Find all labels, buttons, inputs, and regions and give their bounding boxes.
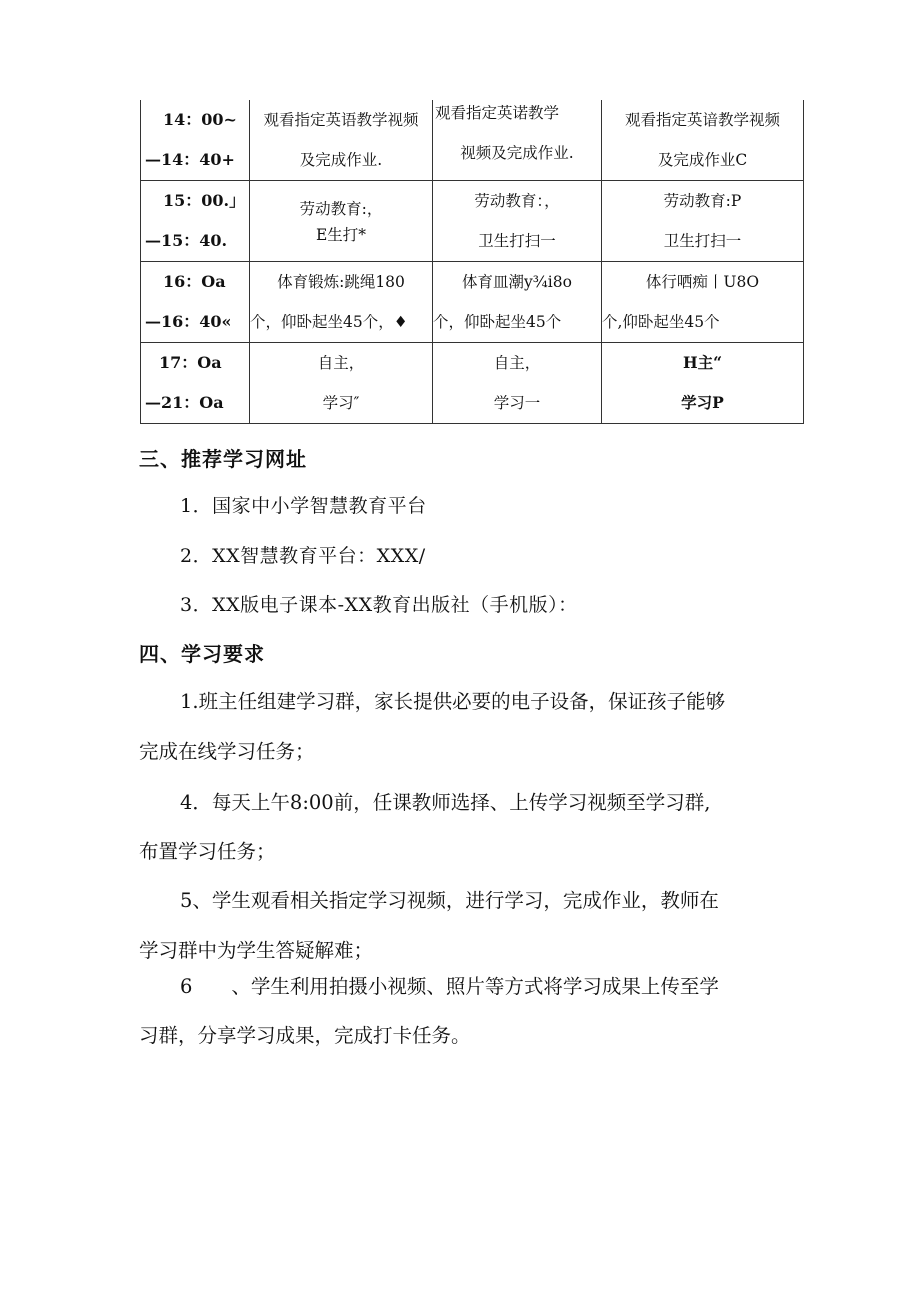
- paragraph-line: 1.班主任组建学习群，家长提供必要的电子设备，保证孩子能够: [180, 690, 726, 713]
- table-row: [141, 100, 804, 181]
- paragraph-line: 布置学习任务；: [139, 840, 276, 863]
- table-row: [141, 181, 804, 262]
- paragraph-line: 习群，分享学习成果，完成打卡任务。: [139, 1024, 471, 1047]
- paragraph-line: 5、学生观看相关指定学习视频，进行学习，完成作业，教师在: [180, 889, 719, 912]
- schedule-table: [140, 100, 804, 424]
- table-row: [141, 262, 804, 343]
- list-item: 1．国家中小学智慧教育平台: [180, 495, 427, 517]
- paragraph-line: 6 、学生利用拍摄小视频、照片等方式将学习成果上传至学: [180, 975, 719, 998]
- activity-cell: 观看指定英语教学视频 及完成作业.: [250, 100, 433, 181]
- activity-cell: 劳动教育:， E生打*: [250, 181, 433, 262]
- table-row: [141, 343, 804, 424]
- time-cell: 16：Oa —16：40«: [141, 262, 250, 343]
- paragraph-line: 完成在线学习任务；: [139, 740, 315, 763]
- activity-cell: 体育锻炼:跳绳180 个，仰卧起坐45个，♦: [250, 262, 433, 343]
- time-cell: 15：00.」 —15：40.: [141, 181, 250, 262]
- time-cell: 14：00~ —14：40+: [141, 100, 250, 181]
- section-heading: 三、推荐学习网址: [139, 447, 307, 471]
- activity-cell: 体育皿潮y¾i8o 个，仰卧起坐45个: [433, 262, 602, 343]
- activity-cell: 体行哂痴丨U8O 个,仰卧起坐45个: [602, 262, 804, 343]
- activity-cell: 观看指定英诺教学 视频及完成作业.: [433, 100, 602, 181]
- section-heading: 四、学习要求: [139, 642, 265, 666]
- activity-cell: 劳动教育:P 卫生打扫一: [602, 181, 804, 262]
- paragraph-line: 学习群中为学生答疑解难；: [139, 939, 374, 962]
- activity-cell: 劳动教育：， 卫生打扫一: [433, 181, 602, 262]
- activity-cell: 自主， 学习″: [250, 343, 433, 424]
- activity-cell: 观看指定英谙教学视频 及完成作业C: [602, 100, 804, 181]
- list-item: 2．XX智慧教育平台：XXX/: [180, 545, 426, 567]
- activity-cell: 自主， 学习一: [433, 343, 602, 424]
- paragraph-line: 4．每天上午8:00前，任课教师选择、上传学习视频至学习群,: [180, 791, 711, 814]
- list-item: 3．XX版电子课本-XX教育出版社（手机版）：: [180, 594, 578, 616]
- time-cell: 17：Oa —21：Oa: [141, 343, 250, 424]
- activity-cell: H主“ 学习P: [602, 343, 804, 424]
